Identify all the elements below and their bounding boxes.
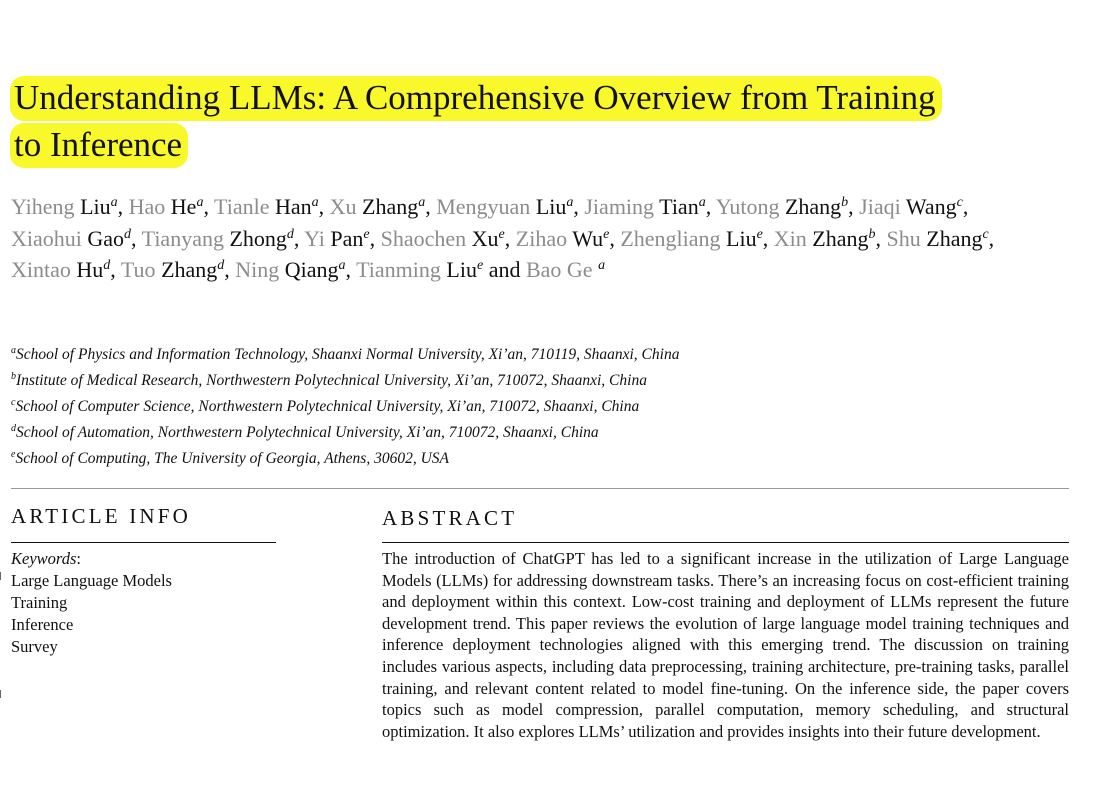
article-info-divider [11, 542, 276, 543]
keywords-block: Keywords: Large Language Models Training Inference Survey [11, 548, 311, 658]
title-line-2: to Inference [14, 125, 183, 164]
author-family-name: Zhang [161, 257, 218, 282]
author-given-name: Xiaohui [11, 225, 82, 251]
author-name: Jiaming Tian$^a$, [584, 194, 712, 219]
article-info-heading: ARTICLE INFO [11, 504, 192, 528]
abstract-heading: ABSTRACT [382, 506, 518, 530]
author-list [11, 191, 1091, 286]
author-name: Yiheng Liu$^a$, [11, 194, 124, 219]
affiliation-line [11, 394, 1011, 420]
author-name: Yi Pan$^e$, [304, 225, 376, 251]
header-divider [11, 488, 1069, 489]
author-affiliation-marker: b [868, 226, 876, 242]
author-affiliation-marker: a [566, 195, 574, 210]
author-affiliation-marker: d [103, 258, 111, 273]
author-given-name: Yutong [715, 194, 780, 219]
author-name: Xintao Hu$^d$, [11, 257, 116, 282]
author-affiliation-marker: d [217, 258, 225, 273]
author-family-name: Qiang [284, 257, 339, 282]
author-affiliation-marker: e [498, 226, 505, 242]
author-name: Shaochen Xu$^e$, [380, 225, 511, 251]
author-affiliation-marker: c [982, 226, 989, 242]
author-given-name: Xintao [11, 257, 71, 282]
author-given-name: Jiaqi [859, 194, 901, 219]
author-family-name: Wu [572, 225, 604, 251]
author-name: Mengyuan Liu$^a$, [436, 194, 579, 219]
author-family-name: Pan [330, 225, 364, 251]
author-given-name: Xu [329, 194, 357, 219]
author-conjunction: and [488, 257, 521, 282]
author-affiliation-marker: a [196, 195, 204, 210]
title-highlight [10, 76, 942, 168]
author-given-name: Zihao [515, 225, 568, 251]
author-affiliation-marker: a [311, 195, 319, 210]
keywords-label: Keywords [11, 549, 77, 568]
author-affiliation-marker: d [124, 226, 132, 242]
author-affiliation-marker: b [841, 195, 849, 210]
affiliation-marker: b [11, 371, 16, 382]
author-name [356, 257, 483, 282]
author-family-name: Hu [76, 257, 104, 282]
keyword-item: Survey [11, 637, 58, 656]
author-given-name: Xin [773, 225, 807, 251]
author-family-name: Gao [87, 225, 125, 251]
author-given-name: Tuo [120, 257, 156, 282]
author-name: Tianyang Zhong$^d$, [141, 225, 300, 251]
author-affiliation-marker: a [110, 195, 118, 210]
author-name: Hao He$^a$, [128, 194, 209, 219]
author-given-name: Jiaming [584, 194, 655, 219]
margin-mark [0, 572, 1, 580]
margin-mark [0, 690, 1, 698]
affiliation-marker: d [11, 423, 16, 434]
author-name: Xiaohui Gao$^d$, [11, 225, 137, 251]
author-name: Jiaqi Wang$^c$, [859, 194, 969, 219]
affiliation-text: School of Physics and Information Technology, Shaanxi Normal University, Xi’an, 710119, Shaanxi, China [16, 346, 680, 363]
author-given-name: Yiheng [11, 194, 75, 219]
author-family-name: Zhang [812, 225, 869, 251]
title-line-1: Understanding LLMs: A Comprehensive Overview from Training [14, 78, 936, 117]
author-family-name: Han [274, 194, 312, 219]
author-given-name: Shaochen [380, 225, 467, 251]
author-name: Yutong Zhang$^b$, [715, 194, 854, 219]
affiliation-line [11, 342, 1011, 368]
author-name: Zhengliang Liu$^e$, [620, 225, 769, 251]
author-given-name: Tianming [356, 257, 441, 282]
author-affiliation-marker: e [476, 258, 484, 273]
author-given-name: Ning [235, 257, 280, 282]
author-name: Ning Qiang$^a$, [235, 257, 352, 282]
author-family-name: Zhang [362, 194, 419, 219]
author-affiliation-marker: a [598, 258, 606, 273]
author-name: Shu Zhang$^c$, [886, 225, 995, 251]
author-given-name: Hao [128, 194, 166, 219]
author-given-name: Yi [304, 225, 325, 251]
author-affiliation-marker: a [338, 258, 346, 273]
abstract-divider [382, 542, 1069, 543]
affiliation-text: Institute of Medical Research, Northwestern Polytechnical University, Xi’an, 710072, Shaanxi, China [16, 372, 647, 389]
keyword-item: Large Language Models [11, 571, 172, 590]
affiliation-text: School of Automation, Northwestern Polytechnical University, Xi’an, 710072, Shaanxi, China [16, 424, 599, 441]
author-family-name: Zhang [784, 194, 842, 219]
author-given-name: Zhengliang [620, 225, 721, 251]
author-family-name: Xu [471, 225, 499, 251]
author-given-name: Tianyang [141, 225, 224, 251]
author-family-name: Liu [726, 225, 757, 251]
author-affiliation-marker: a [698, 195, 706, 210]
author-name: Xin Zhang$^b$, [773, 225, 881, 251]
author-family-name: Tian [659, 194, 699, 219]
author-family-name: Zhong [229, 225, 287, 251]
affiliation-marker: a [11, 345, 16, 356]
paper-title [10, 74, 1070, 168]
keyword-item: Training [11, 593, 68, 612]
affiliation-list [11, 342, 1011, 472]
author-affiliation-marker: d [286, 226, 294, 242]
author-affiliation-marker: e [756, 226, 763, 242]
affiliation-text: School of Computer Science, Northwestern Polytechnical University, Xi’an, 710072, Shaanxi, China [15, 398, 640, 415]
abstract-text: The introduction of ChatGPT has led to a significant increase in the utilization of Large Language Models (LLMs) for addressing downstream tasks. There’s an increasing focus on cost-efficient training and deployment within this context. Low-cost training and deployment of LLMs represent the future development trend. This paper reviews the evolution of large language model training techniques and inference deployment technologies aligned with this emerging trend. The discussion on training includes various aspects, including data preprocessing, training architecture, pre-training tasks, parallel training, and relevant content related to model fine-tuning. On the inference side, the paper covers topics such as model compression, parallel computation, memory scheduling, and structural optimization. It also explores LLMs’ utilization and provides insights into their future development. [382, 549, 1069, 741]
affiliation-marker: e [11, 449, 16, 460]
author-given-name: Tianle [214, 194, 270, 219]
author-affiliation-marker: e [603, 226, 610, 242]
author-name: Tianle Han$^a$, [214, 194, 325, 219]
author-family-name: He [170, 194, 197, 219]
author-name: Xu Zhang$^a$, [329, 194, 431, 219]
affiliation-line [11, 368, 1011, 394]
keyword-item: Inference [11, 615, 74, 634]
author-family-name: Liu [446, 257, 477, 282]
affiliation-marker: c [11, 397, 16, 408]
author-given-name: Shu [886, 225, 921, 251]
author-family-name: Zhang [926, 225, 983, 251]
author-affiliation-marker: a [418, 195, 426, 210]
author-name: Tuo Zhang$^d$, [120, 257, 230, 282]
author-given-name: Bao Ge [525, 257, 593, 282]
author-affiliation-marker: c [956, 195, 963, 210]
author-family-name: Liu [535, 194, 567, 219]
affiliation-line [11, 420, 1011, 446]
affiliation-text: School of Computing, The University of Georgia, Athens, 30602, USA [15, 450, 449, 467]
author-name: Zihao Wu$^e$, [515, 225, 615, 251]
author-name [526, 257, 605, 282]
author-affiliation-marker: e [363, 226, 370, 242]
author-family-name: Wang [905, 194, 957, 219]
affiliation-line [11, 446, 1011, 472]
author-family-name: Liu [80, 194, 111, 219]
author-given-name: Mengyuan [436, 194, 531, 219]
